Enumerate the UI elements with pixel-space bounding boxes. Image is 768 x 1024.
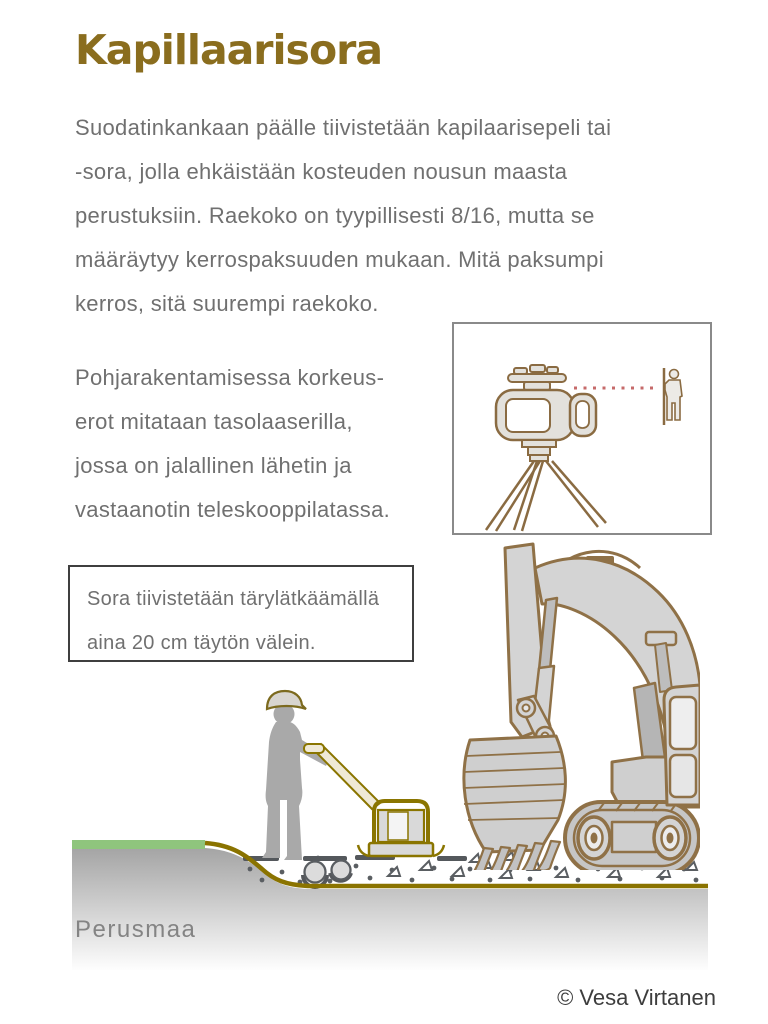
hard-hat [267,691,306,709]
page-title: Kapillaarisora [75,26,383,74]
laser-level-illustration [454,324,710,533]
tripod-mount [522,440,556,461]
paragraph-line: kerros, sitä suurempi raekoko. [75,291,379,316]
laser-paragraph [75,356,390,532]
paragraph-line: -sora, jolla ehkäistään kosteuden nousun maasta [75,159,568,184]
note-line: Sora tiivistetään tärylätkäämällä [87,588,380,610]
copyright-text: © Vesa Virtanen [557,985,716,1010]
stones [303,861,351,888]
excavator-tracks [565,802,699,874]
paragraph-line: jossa on jalallinen lähetin ja [75,453,352,478]
laser-level-body [496,390,596,440]
laser-figure-box [452,322,712,535]
paragraph-line: Pohjarakentamisessa korkeus- [75,365,385,390]
paragraph-line: määräytyy kerrospaksuuden mukaan. Mitä paksumpi [75,247,604,272]
plate-compactor-illustration [304,744,444,856]
paragraph-line: perustuksiin. Raekoko on tyypillisesti 8/16, mutta se [75,203,595,228]
note-line: aina 20 cm täytön välein. [87,632,316,654]
ground-label: Perusmaa [75,916,197,943]
paragraph-line: Suodatinkankaan päälle tiivistetään kapilaarisepeli tai [75,115,612,140]
compactor-handle-grip [304,744,324,753]
paragraph-line: erot mitataan tasolaaserilla, [75,409,353,434]
surveyor-figure [665,370,682,421]
excavator-illustration [463,544,700,878]
paragraph-line: vastaanotin teleskooppilatassa. [75,497,391,522]
laser-level-turret [508,365,566,390]
topsoil-strip [72,840,205,849]
intro-paragraph [75,106,611,326]
excavator-cab [664,685,700,805]
compactor-base-plate [369,843,433,856]
worker-silhouette [262,691,330,860]
tripod-legs [486,461,606,531]
